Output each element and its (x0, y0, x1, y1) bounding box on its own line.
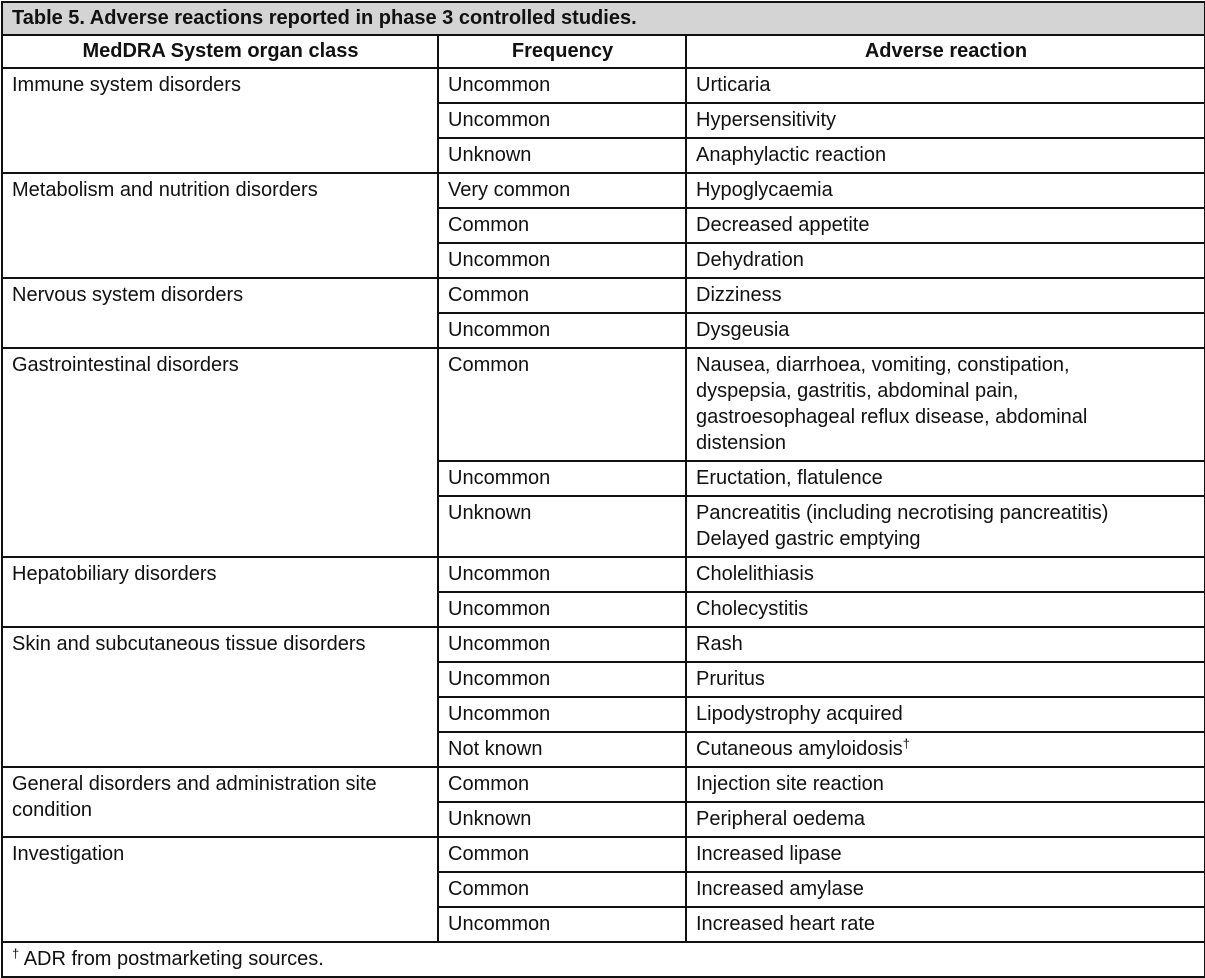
adverse-reaction-line: Pancreatitis (including necrotising pancreatitis) (696, 502, 1109, 524)
frequency-cell: Not known (438, 732, 686, 767)
footnote-row (2, 942, 1205, 977)
adverse-reaction-cell: Cholelithiasis (686, 557, 1205, 592)
adverse-reaction-cell: Increased amylase (686, 872, 1205, 907)
adverse-reaction-line: dyspepsia, gastritis, abdominal pain, (696, 380, 1019, 402)
header-adverse-reaction: Adverse reaction (686, 35, 1205, 68)
organ-class-cell: Skin and subcutaneous tissue disorders (2, 627, 438, 767)
adverse-reaction-cell: Cholecystitis (686, 592, 1205, 627)
adverse-reaction-cell: Eructation, flatulence (686, 461, 1205, 496)
frequency-cell: Unknown (438, 496, 686, 557)
adverse-reaction-cell: Increased heart rate (686, 907, 1205, 942)
table-row (2, 278, 1205, 313)
frequency-cell: Very common (438, 173, 686, 208)
adverse-reaction-cell: Pruritus (686, 662, 1205, 697)
frequency-cell: Common (438, 208, 686, 243)
adverse-reaction-line: Delayed gastric emptying (696, 528, 921, 550)
adverse-reaction-cell: Anaphylactic reaction (686, 138, 1205, 173)
frequency-cell: Common (438, 837, 686, 872)
frequency-cell: Common (438, 767, 686, 802)
frequency-cell: Uncommon (438, 592, 686, 627)
organ-class-cell (2, 767, 438, 837)
organ-class-line: condition (12, 799, 93, 821)
header-organ-class: MedDRA System organ class (2, 35, 438, 68)
adverse-reaction-cell: Rash (686, 627, 1205, 662)
frequency-cell: Uncommon (438, 243, 686, 278)
table-row (2, 68, 1205, 103)
footnote-text: ADR from postmarketing sources. (19, 948, 324, 970)
table-header-row (2, 35, 1205, 68)
frequency-cell: Uncommon (438, 68, 686, 103)
header-frequency: Frequency (438, 35, 686, 68)
adverse-reaction-cell (686, 732, 1205, 767)
organ-class-cell: Gastrointestinal disorders (2, 348, 438, 557)
footnote-dagger: † (12, 946, 20, 961)
adverse-reaction-cell: Increased lipase (686, 837, 1205, 872)
frequency-cell: Uncommon (438, 697, 686, 732)
adverse-reaction-cell: Urticaria (686, 68, 1205, 103)
organ-class-cell: Metabolism and nutrition disorders (2, 173, 438, 278)
organ-class-cell: Nervous system disorders (2, 278, 438, 348)
adverse-reaction-cell (686, 348, 1205, 461)
frequency-cell: Uncommon (438, 103, 686, 138)
dagger-mark: † (902, 736, 911, 751)
adverse-reaction-cell: Dizziness (686, 278, 1205, 313)
table-row (2, 837, 1205, 872)
adverse-reaction-cell (686, 496, 1205, 557)
frequency-cell: Unknown (438, 802, 686, 837)
organ-class-cell: Investigation (2, 837, 438, 942)
table-body (2, 2, 1205, 942)
frequency-cell: Uncommon (438, 557, 686, 592)
frequency-cell: Uncommon (438, 461, 686, 496)
adverse-reaction-cell: Hypoglycaemia (686, 173, 1205, 208)
frequency-cell: Uncommon (438, 662, 686, 697)
adverse-reaction-cell: Dehydration (686, 243, 1205, 278)
frequency-cell: Uncommon (438, 313, 686, 348)
adverse-reaction-cell: Peripheral oedema (686, 802, 1205, 837)
organ-class-cell: Immune system disorders (2, 68, 438, 173)
frequency-cell: Common (438, 348, 686, 461)
table-row (2, 173, 1205, 208)
table-row (2, 767, 1205, 802)
adverse-reactions-table (1, 1, 1205, 978)
table-title: Table 5. Adverse reactions reported in phase 3 controlled studies. (2, 2, 1205, 35)
adverse-reaction-line: gastroesophageal reflux disease, abdominal (696, 406, 1088, 428)
adverse-reaction-cell: Injection site reaction (686, 767, 1205, 802)
adverse-reaction-cell: Hypersensitivity (686, 103, 1205, 138)
frequency-cell: Common (438, 872, 686, 907)
organ-class-line: General disorders and administration site (12, 773, 377, 795)
adverse-reaction-cell: Decreased appetite (686, 208, 1205, 243)
frequency-cell: Uncommon (438, 627, 686, 662)
footnote (2, 942, 1205, 977)
table-row (2, 627, 1205, 662)
frequency-cell: Uncommon (438, 907, 686, 942)
adverse-reaction-line: Nausea, diarrhoea, vomiting, constipation, (696, 354, 1070, 376)
adverse-reaction-line: distension (696, 432, 787, 454)
frequency-cell: Unknown (438, 138, 686, 173)
adverse-reaction-cell: Lipodystrophy acquired (686, 697, 1205, 732)
table-title-row (2, 2, 1205, 35)
table-row (2, 557, 1205, 592)
table-row (2, 348, 1205, 461)
organ-class-cell: Hepatobiliary disorders (2, 557, 438, 627)
adverse-reaction-text: Cutaneous amyloidosis (696, 738, 903, 760)
adverse-reaction-cell: Dysgeusia (686, 313, 1205, 348)
frequency-cell: Common (438, 278, 686, 313)
